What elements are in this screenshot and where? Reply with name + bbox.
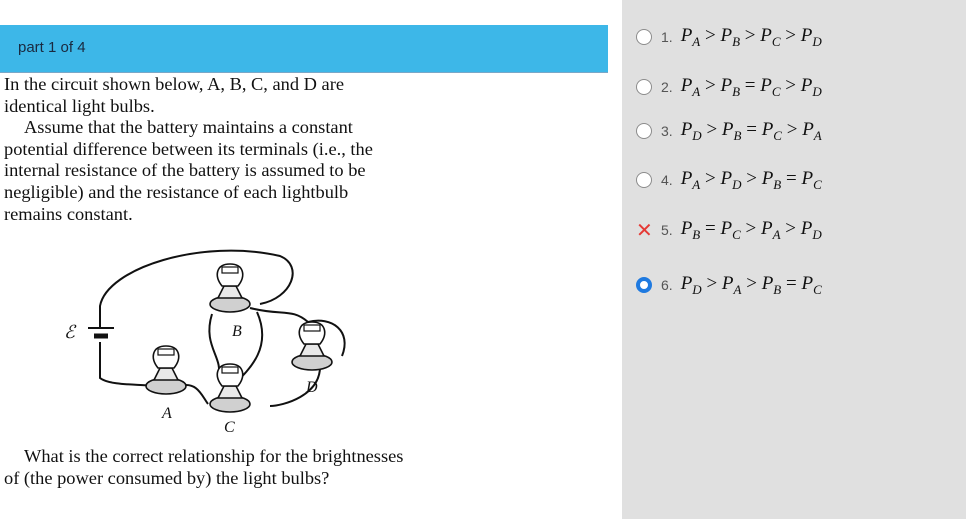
option-expression: $P_D > P_A > P_B = P_C$ (680, 272, 822, 297)
radio-icon[interactable] (636, 29, 652, 45)
option-number: 2. (661, 79, 673, 95)
question-prompt: What is the correct relationship for the brightnesses of (the power consumed by) the light bulbs? (4, 446, 404, 488)
incorrect-x-icon: ✕ (636, 218, 653, 242)
part-header (0, 25, 608, 72)
option-expression: $P_A > P_B = P_C > P_D$ (680, 74, 822, 99)
radio-icon[interactable] (636, 79, 652, 95)
option-expression: $P_A > P_D > P_B = P_C$ (680, 167, 822, 192)
bulb-d (292, 322, 332, 370)
radio-icon[interactable] (636, 172, 652, 188)
bulb-c (210, 364, 250, 412)
radio-icon[interactable] (636, 123, 652, 139)
bulb-d-label: D (306, 379, 318, 396)
option-number: 4. (661, 172, 673, 188)
option-expression: $P_B = P_C > P_A > P_D$ (680, 217, 822, 242)
option-number: 6. (661, 277, 673, 293)
bulb-b-label: B (232, 323, 242, 340)
radio-selected-icon[interactable] (636, 277, 652, 293)
part-label: part 1 of 4 (18, 39, 86, 56)
option-expression: $P_D > P_B = P_C > P_A$ (680, 118, 822, 143)
option-5[interactable] (636, 217, 822, 243)
bulb-b (210, 264, 250, 312)
option-number: 1. (661, 29, 673, 45)
circuit-diagram (52, 246, 356, 438)
option-1[interactable] (636, 24, 822, 50)
option-4[interactable] (636, 167, 822, 193)
bulb-a-label: A (162, 405, 172, 422)
question-text (4, 74, 404, 225)
question-assumption: Assume that the battery maintains a constant potential difference between its terminals (i.e., the internal resistance of the battery is assumed to be negligible) and the resistance of each lightbulb remains constant. (4, 117, 373, 224)
bulb-c-label: C (224, 419, 235, 436)
answer-panel (622, 0, 966, 519)
header-divider (0, 72, 608, 73)
option-2[interactable] (636, 74, 822, 100)
option-expression: $P_A > P_B > P_C > P_D$ (680, 24, 822, 49)
emf-label: ℰ (64, 322, 75, 342)
option-6[interactable] (636, 272, 822, 298)
option-number: 3. (661, 123, 673, 139)
option-3[interactable] (636, 118, 822, 144)
question-intro: In the circuit shown below, A, B, C, and D are identical light bulbs. (4, 74, 344, 116)
option-number: 5. (661, 222, 673, 238)
bulb-a (146, 346, 186, 394)
